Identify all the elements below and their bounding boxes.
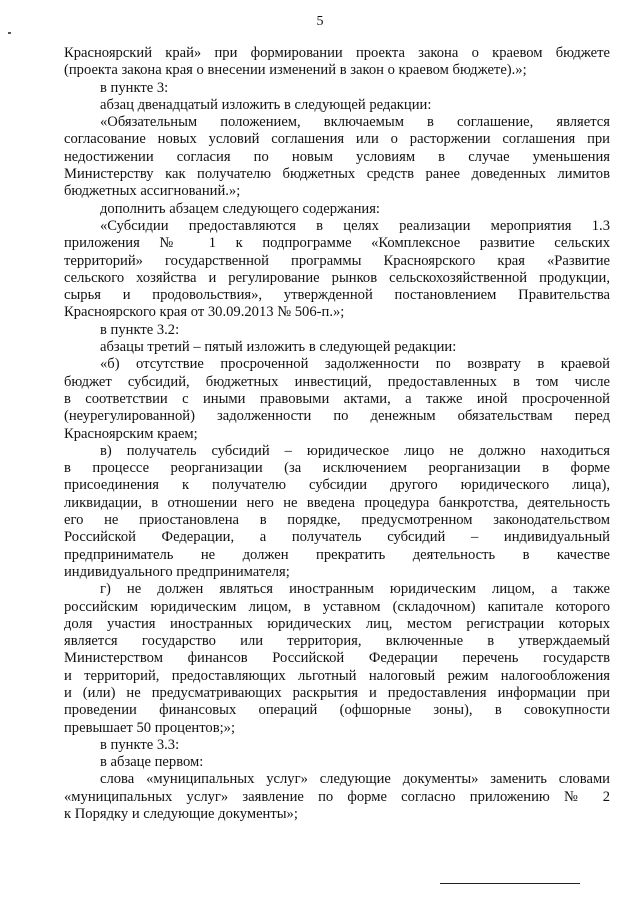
text-line: индивидуального предпринимателя;: [64, 563, 290, 580]
text-line: Министерству как получателю бюджетных средств ранее доведенных лимитов: [64, 166, 610, 183]
text-line: сельского хозяйства и регулирование рынков сельскохозяйственной продукции,: [64, 269, 610, 286]
text-line: дополнить абзацем следующего содержания:: [100, 200, 380, 217]
text-line: превышает 50 процентов;»;: [64, 719, 236, 736]
text-line: «Обязательным положением, включаемым в соглашение, является: [100, 114, 610, 131]
text-line: является государство или территория, включенные в утверждаемый: [64, 633, 610, 650]
text-line: недостижении согласия по новым условиям в случае уменьшения: [64, 148, 610, 165]
text-line: его не приостановлена в порядке, предусмотренном законодательством: [64, 512, 610, 529]
text-line: бюджетных ассигнований.»;: [64, 183, 241, 200]
text-line: абзацы третий – пятый изложить в следующей редакции:: [100, 339, 457, 356]
text-line: Красноярский край» при формировании проекта закона о краевом бюджете: [64, 45, 610, 61]
text-line: российским юридическим лицом, в уставном (складочном) капитале которого: [64, 598, 610, 615]
text-line: Российской Федерации, а получатель субсидий – индивидуальный: [64, 529, 610, 546]
text-line: присоединения к получателю субсидии другого юридического лица),: [64, 477, 610, 494]
text-line: «муниципальных услуг» заявление по форме согласно приложению № 2: [64, 788, 610, 805]
footer-rule: [440, 883, 580, 884]
text-line: Министерством финансов Российской Федерации перечень государств: [64, 650, 610, 667]
text-line: и (или) не предусматривающих раскрытия и предоставления информации при: [64, 684, 610, 701]
text-line: бюджет субсидий, бюджетных инвестиций, предоставленных в том числе: [64, 373, 610, 390]
text-line: «Субсидии предоставляются в целях реализации мероприятия 1.3: [100, 217, 610, 234]
text-line: «б) отсутствие просроченной задолженности по возврату в краевой: [100, 356, 610, 373]
text-line: в процессе реорганизации (за исключением реорганизации в форме: [64, 460, 610, 477]
text-line: в) получатель субсидий – юридическое лицо не должно находиться: [100, 442, 610, 459]
text-line: (проекта закона края о внесении изменений в закон о краевом бюджете).»;: [64, 62, 527, 79]
text-line: в пункте 3.3:: [100, 736, 180, 753]
text-line: (неурегулированной) задолженности по денежным обязательствам перед: [64, 408, 610, 425]
text-line: г) не должен являться иностранным юридическим лицом, а также: [100, 581, 610, 598]
text-line: предприниматель не должен прекратить деятельность в качестве: [64, 546, 610, 563]
text-line: в абзаце первом:: [100, 754, 204, 771]
text-line: сырья и продовольствия», утвержденной постановлением Правительства: [64, 287, 610, 304]
text-line: Красноярского края от 30.09.2013 № 506-п.»;: [64, 304, 345, 321]
scan-mark: [8, 32, 11, 34]
text-line: Красноярским краем;: [64, 425, 198, 442]
text-line: к Порядку и следующие документы»;: [64, 806, 298, 823]
text-line: и территорий, предоставляющих льготный налоговый режим налогообложения: [64, 667, 610, 684]
text-line: абзац двенадцатый изложить в следующей редакции:: [100, 96, 432, 113]
text-line: слова «муниципальных услуг» следующие документы» заменить словами: [100, 771, 610, 788]
text-line: проведении финансовых операций (офшорные зоны), в совокупности: [64, 702, 610, 719]
text-line: доля участия иностранных юридических лиц, местом регистрации которых: [64, 615, 610, 632]
text-line: в пункте 3.2:: [100, 321, 180, 338]
document-body: [64, 45, 610, 823]
text-line: согласование новых условий соглашения или о расторжении соглашения при: [64, 131, 610, 148]
text-line: приложения № 1 к подпрограмме «Комплексное развитие сельских: [64, 235, 610, 252]
page-number: 5: [316, 14, 324, 29]
text-line: в соответствии с иными правовыми актами, а также иной просроченной: [64, 390, 610, 407]
text-line: в пункте 3:: [100, 79, 169, 96]
text-line: территорий» государственной программы Красноярского края «Развитие: [64, 252, 610, 269]
text-line: ликвидации, в отношении него не введена процедура банкротства, деятельность: [64, 494, 610, 511]
